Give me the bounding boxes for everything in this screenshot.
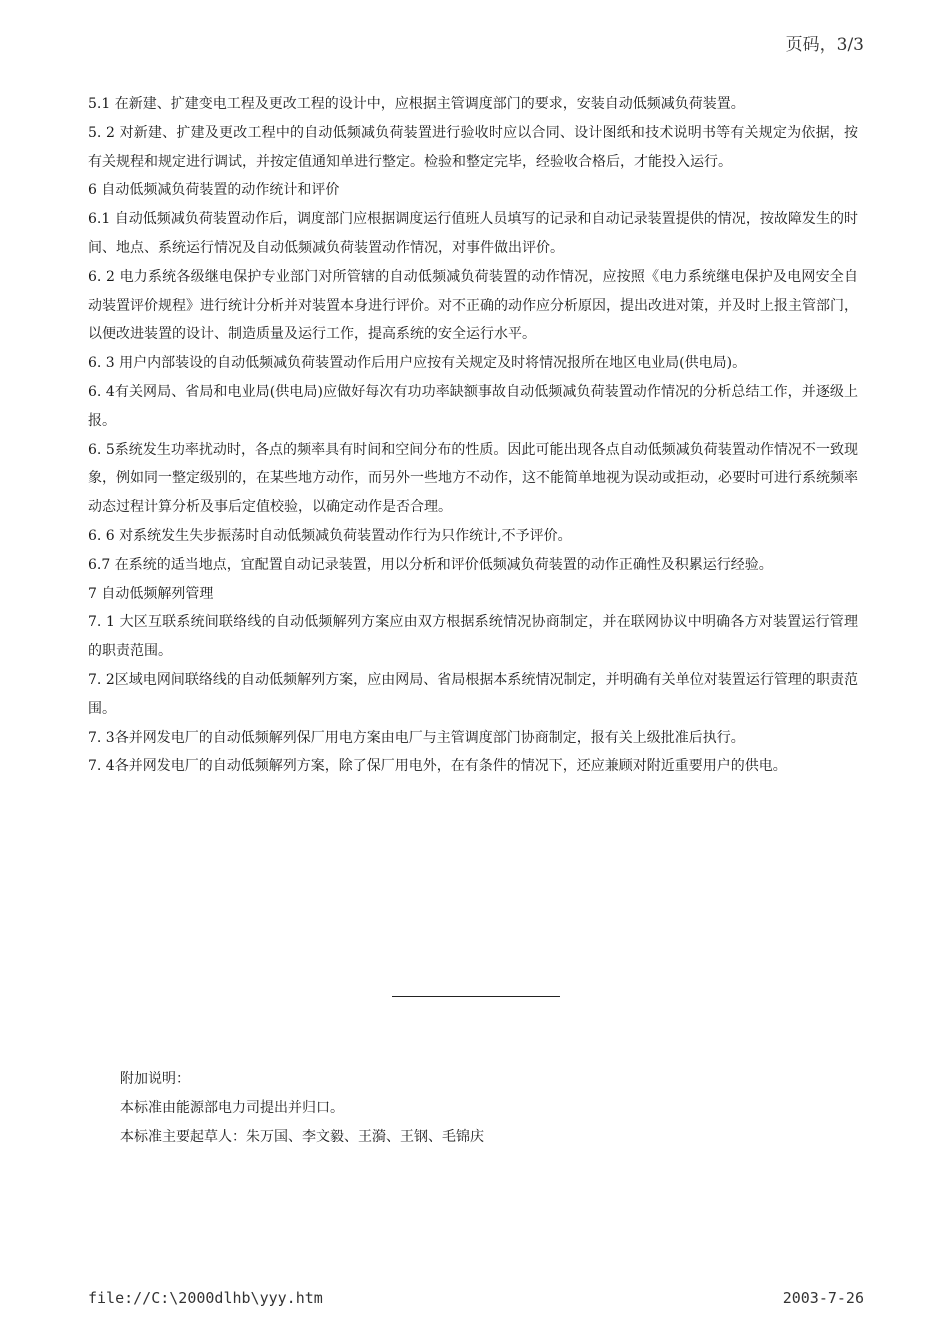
section-heading-6: 6 自动低频减负荷装置的动作统计和评价 <box>88 182 340 199</box>
paragraph-7-3: 7. 3各并网发电厂的自动低频解列保厂用电方案由电厂与主管调度部门协商制定，报有关上级批准后执行。 <box>88 729 745 746</box>
page-number: 页码，3/3 <box>785 35 864 55</box>
paragraph-6-3: 6. 3 用户内部装设的自动低频减负荷装置动作后用户应按有关规定及时将情况报所在地区电业局(供电局)。 <box>88 355 747 372</box>
paragraph-5-2: 5. 2 对新建、扩建及更改工程中的自动低频减负荷装置进行验收时应以合同、设计图纸和技术说明书等有关规定为依据，按有关规程和规定进行调试，并按定值通知单进行整定。检验和整定完毕，经验收合格后，才能投入运行。 <box>88 124 858 170</box>
note-title: 附加说明： <box>120 1071 190 1087</box>
paragraph-6-7: 6.7 在系统的适当地点，宜配置自动记录装置，用以分析和评价低频减负荷装置的动作正确性及积累运行经验。 <box>88 556 773 573</box>
footer-date: 2003-7-26 <box>782 1289 864 1307</box>
paragraph-7-2: 7. 2区域电网间联络线的自动低频解列方案，应由网局、省局根据本系统情况制定，并明确有关单位对装置运行管理的职责范围。 <box>88 671 858 717</box>
paragraph-6-2: 6. 2 电力系统各级继电保护专业部门对所管辖的自动低频减负荷装置的动作情况，应按照《电力系统继电保护及电网安全自动装置评价规程》进行统计分析并对装置本身进行评价。对不正确的动作应分析原因，提出改进对策，并及时上报主管部门，以便改进装置的设计、制造质量及运行工作，提高系统的安全运行水平。 <box>88 268 858 343</box>
document-body <box>88 90 858 781</box>
section-heading-7: 7 自动低频解列管理 <box>88 585 214 602</box>
paragraph-6-4: 6. 4有关网局、省局和电业局(供电局)应做好每次有功功率缺额事故自动低频减负荷装置动作情况的分析总结工作，并逐级上报。 <box>88 383 858 429</box>
additional-note <box>120 1065 484 1152</box>
note-line: 本标准主要起草人：朱万国、李文毅、王漪、王钢、毛锦庆 <box>120 1129 484 1145</box>
paragraph-7-1: 7. 1 大区互联系统间联络线的自动低频解列方案应由双方根据系统情况协商制定，并在联网协议中明确各方对装置运行管理的职责范围。 <box>88 614 858 660</box>
paragraph-7-4: 7. 4各并网发电厂的自动低频解列方案，除了保厂用电外，在有条件的情况下，还应兼顾对附近重要用户的供电。 <box>88 758 787 775</box>
paragraph-6-1: 6.1 自动低频减负荷装置动作后，调度部门应根据调度运行值班人员填写的记录和自动记录装置提供的情况，按故障发生的时间、地点、系统运行情况及自动低频减负荷装置动作情况，对事件做出评价。 <box>88 211 858 256</box>
paragraph-6-6: 6. 6 对系统发生失步振荡时自动低频减负荷装置动作行为只作统计,不予评价。 <box>88 527 572 544</box>
paragraph-6-5: 6. 5系统发生功率扰动时，各点的频率具有时间和空间分布的性质。因此可能出现各点自动低频减负荷装置动作情况不一致现象，例如同一整定级别的，在某些地方动作，而另外一些地方不动作，这不能简单地视为误动或拒动，必要时可进行系统频率动态过程计算分析及事后定值校验，以确定动作是否合理。 <box>88 441 858 516</box>
paragraph-5-1: 5.1 在新建、扩建变电工程及更改工程的设计中，应根据主管调度部门的要求，安装自动低频减负荷装置。 <box>88 96 745 112</box>
note-line: 本标准由能源部电力司提出并归口。 <box>120 1100 344 1116</box>
end-divider <box>392 996 560 997</box>
footer-file-path: file://C:\2000dlhb\yyy.htm <box>88 1289 323 1307</box>
